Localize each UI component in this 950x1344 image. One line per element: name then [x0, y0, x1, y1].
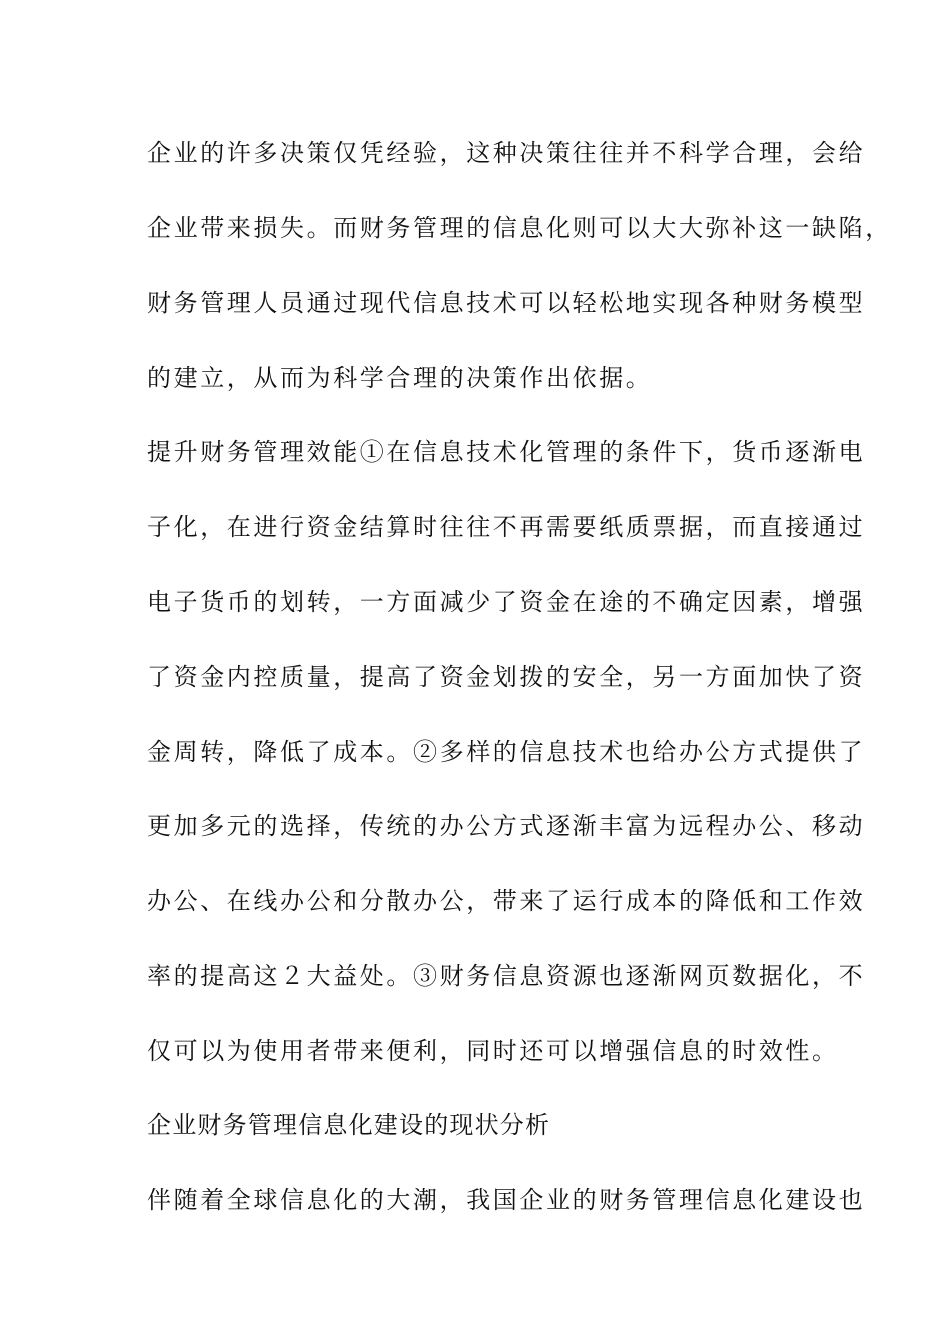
paragraph-line: 仅可以为使用者带来便利，同时还可以增强信息的时效性。 — [147, 1037, 839, 1065]
paragraph-line: 的建立，从而为科学合理的决策作出依据。 — [147, 364, 653, 392]
paragraph-line: 更加多元的选择，传统的办公方式逐渐丰富为远程办公、移动 — [147, 812, 866, 840]
paragraph-line: 办公、在线办公和分散办公，带来了运行成本的降低和工作效 — [147, 887, 866, 915]
paragraph-line: 企业的许多决策仅凭经验，这种决策往往并不科学合理，会给 — [147, 139, 866, 167]
paragraph-line: 提升财务管理效能①在信息技术化管理的条件下，货币逐渐电 — [147, 438, 866, 466]
paragraph-line: 子化，在进行资金结算时往往不再需要纸质票据，而直接通过 — [147, 513, 866, 541]
paragraph-line: 电子货币的划转，一方面减少了资金在途的不确定因素，增强 — [147, 588, 866, 616]
paragraph-line: 率的提高这２大益处。③财务信息资源也逐渐网页数据化，不 — [147, 962, 866, 990]
section-heading: 企业财务管理信息化建设的现状分析 — [147, 1111, 551, 1139]
paragraph-line: 财务管理人员通过现代信息技术可以轻松地实现各种财务模型 — [147, 289, 866, 317]
paragraph-line: 金周转，降低了成本。②多样的信息技术也给办公方式提供了 — [147, 738, 866, 766]
paragraph-line: 了资金内控质量，提高了资金划拨的安全，另一方面加快了资 — [147, 663, 866, 691]
paragraph-line: 伴随着全球信息化的大潮，我国企业的财务管理信息化建设也 — [147, 1186, 866, 1214]
paragraph-line: 企业带来损失。而财务管理的信息化则可以大大弥补这一缺陷， — [147, 214, 892, 242]
